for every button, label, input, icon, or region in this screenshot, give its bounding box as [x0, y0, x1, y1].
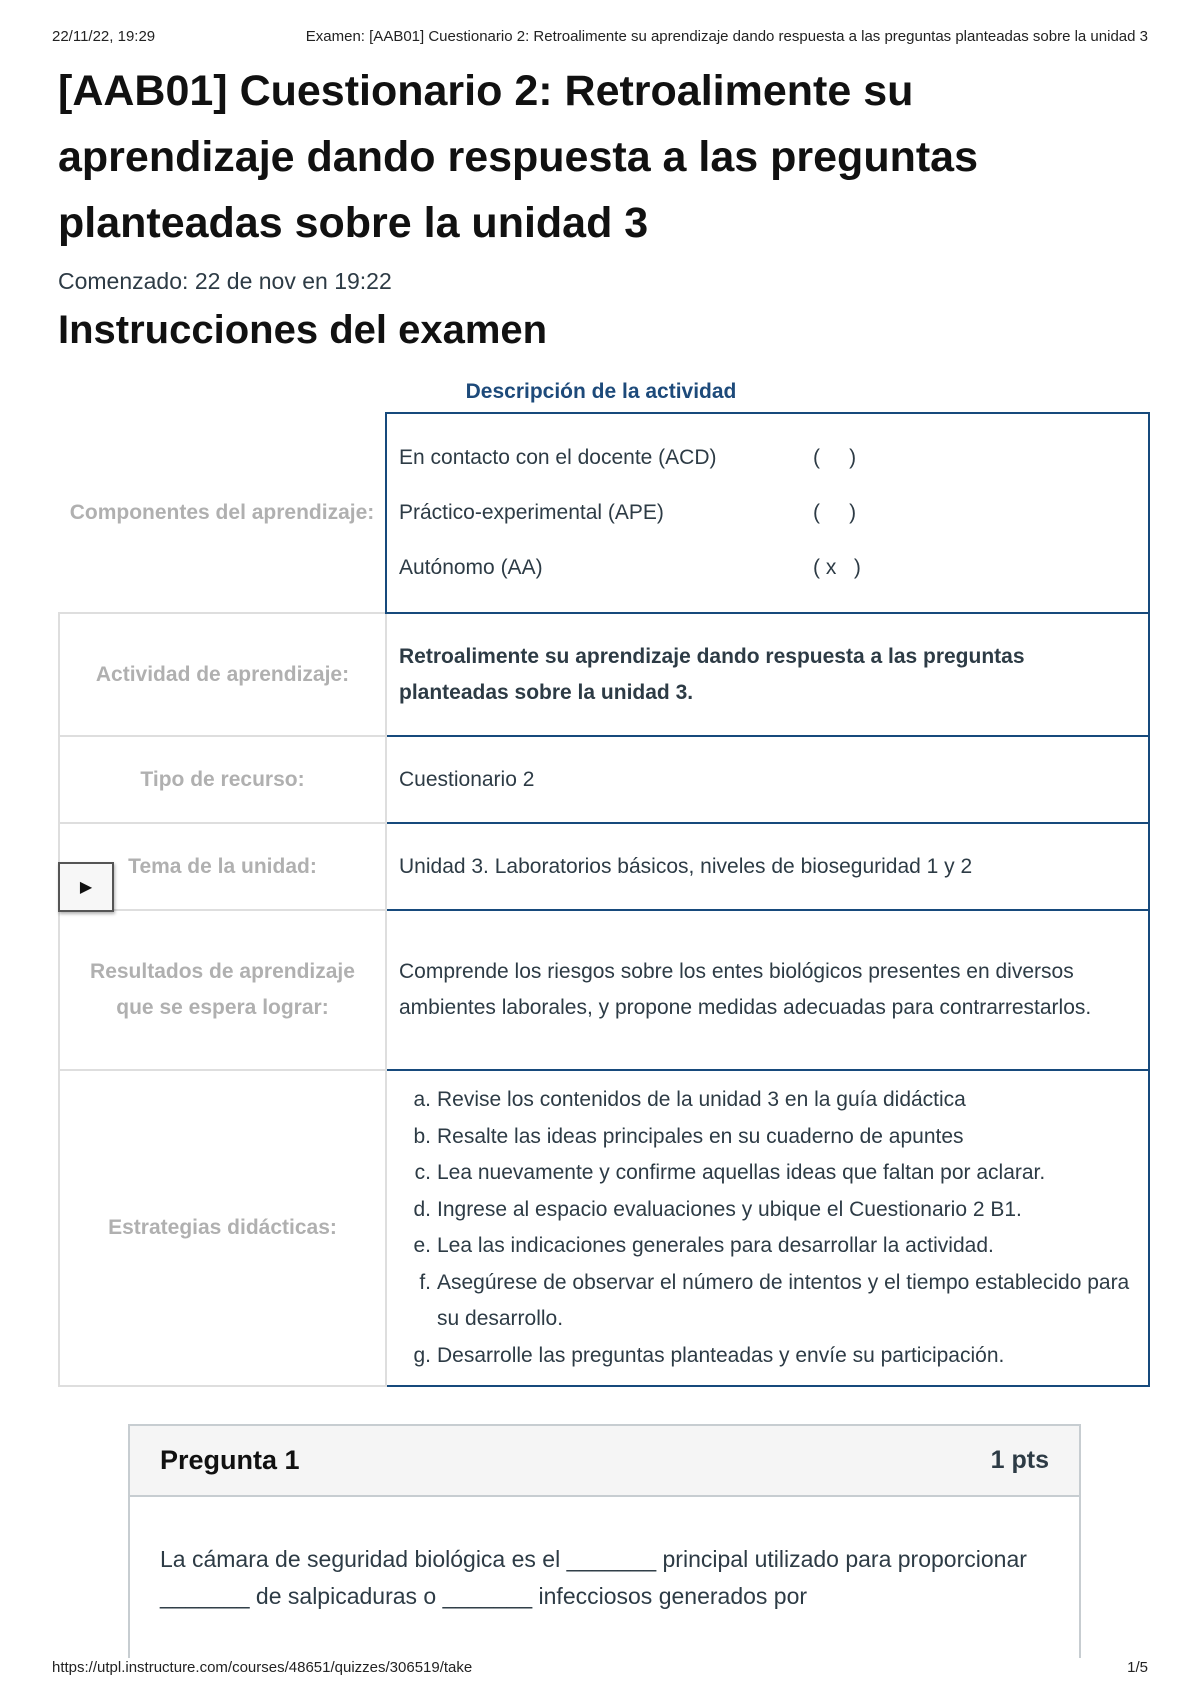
strategy-text: Revise los contenidos de la unidad 3 en la guía didáctica	[437, 1088, 966, 1111]
question-points: 1 pts	[990, 1446, 1049, 1474]
started-value: 22 de nov en 19:22	[194, 268, 392, 294]
component-name: Práctico-experimental (APE)	[399, 501, 664, 524]
resource-value: Cuestionario 2	[386, 736, 1149, 823]
strategy-item	[401, 1119, 1136, 1156]
strategy-text: Resalte las ideas principales en su cuaderno de apuntes	[437, 1124, 964, 1148]
strategy-letter: g.	[413, 1343, 431, 1367]
resource-label: Tipo de recurso:	[59, 736, 386, 823]
component-item	[399, 541, 1136, 596]
print-url: https://utpl.instructure.com/courses/48651/quizzes/306519/take	[52, 1659, 473, 1676]
print-document-title: Examen: [AAB01] Cuestionario 2: Retroalimente su aprendizaje dando respuesta a las preguntas planteadas sobre la unidad 3	[305, 28, 1148, 45]
print-date: 22/11/22, 19:29	[52, 28, 156, 45]
strategies-row	[59, 1070, 1149, 1386]
play-icon: ▶	[79, 879, 93, 896]
strategy-text: Ingrese al espacio evaluaciones y ubique el Cuestionario 2 B1.	[437, 1197, 1022, 1221]
strategy-letter: a.	[413, 1088, 431, 1111]
strategy-item	[401, 1155, 1136, 1192]
strategies-list	[399, 1082, 1136, 1374]
strategy-text: Desarrolle las preguntas planteadas y envíe su participación.	[437, 1343, 1005, 1367]
components-value	[386, 413, 1149, 613]
topic-value: Unidad 3. Laboratorios básicos, niveles de bioseguridad 1 y 2	[386, 823, 1149, 910]
component-item	[399, 431, 1136, 486]
strategy-letter: b.	[413, 1124, 431, 1148]
print-footer	[52, 1659, 1148, 1676]
strategy-text: Lea nuevamente y confirme aquellas ideas que faltan por aclarar.	[437, 1161, 1046, 1184]
strategy-item	[401, 1192, 1136, 1229]
resource-row	[59, 736, 1149, 823]
question-text: La cámara de seguridad biológica es el _______ principal utilizado para proporcionar _______ de salpicaduras o _______ infecciosos generados por	[160, 1546, 1027, 1609]
activity-row	[59, 613, 1149, 736]
component-name: Autónomo (AA)	[399, 556, 543, 579]
component-mark: ( )	[813, 446, 857, 469]
component-mark: ( )	[813, 501, 857, 524]
strategy-item	[401, 1082, 1136, 1119]
strategy-text: Lea las indicaciones generales para desarrollar la actividad.	[437, 1234, 994, 1257]
strategy-letter: f.	[419, 1270, 431, 1294]
strategy-text: Asegúrese de observar el número de intentos y el tiempo establecido para su desarrollo.	[437, 1270, 1130, 1330]
component-item	[399, 486, 1136, 541]
print-page-number: 1/5	[1127, 1659, 1148, 1676]
components-row	[59, 413, 1149, 613]
activity-label: Actividad de aprendizaje:	[59, 613, 386, 736]
instructions-heading: Instrucciones del examen	[58, 308, 548, 352]
strategies-label: Estrategias didácticas:	[59, 1070, 386, 1386]
strategy-letter: d.	[413, 1197, 431, 1221]
components-label: Componentes del aprendizaje:	[69, 500, 375, 524]
started-label: Comenzado:	[58, 268, 189, 294]
results-label: Resultados de aprendizaje que se espera lograr:	[59, 910, 386, 1070]
results-row	[59, 910, 1149, 1070]
strategy-item	[401, 1228, 1136, 1265]
topic-row	[59, 823, 1149, 910]
strategy-item	[401, 1338, 1136, 1375]
started-info	[58, 268, 392, 295]
question-card	[128, 1424, 1081, 1658]
topic-label: Tema de la unidad:	[59, 823, 386, 910]
activity-table-caption: Descripción de la actividad	[465, 380, 737, 403]
strategy-letter: e.	[413, 1234, 431, 1257]
strategy-letter: c.	[414, 1161, 431, 1184]
question-name: Pregunta 1	[160, 1445, 300, 1475]
print-header	[52, 28, 1148, 45]
question-header	[130, 1426, 1079, 1497]
media-play-button[interactable]	[58, 862, 114, 912]
component-name: En contacto con el docente (ACD)	[399, 446, 717, 469]
strategy-item	[401, 1265, 1136, 1338]
results-value: Comprende los riesgos sobre los entes biológicos presentes en diversos ambientes laborales, y propone medidas adecuadas para contrarrestarlos.	[386, 910, 1149, 1070]
strategies-value	[386, 1070, 1149, 1386]
component-mark: ( x )	[813, 556, 861, 579]
activity-value: Retroalimente su aprendizaje dando respuesta a las preguntas planteadas sobre la unidad 3.	[386, 613, 1149, 736]
activity-description-table	[58, 412, 1150, 1387]
quiz-title: [AAB01] Cuestionario 2: Retroalimente su aprendizaje dando respuesta a las preguntas planteadas sobre la unidad 3	[58, 67, 979, 247]
